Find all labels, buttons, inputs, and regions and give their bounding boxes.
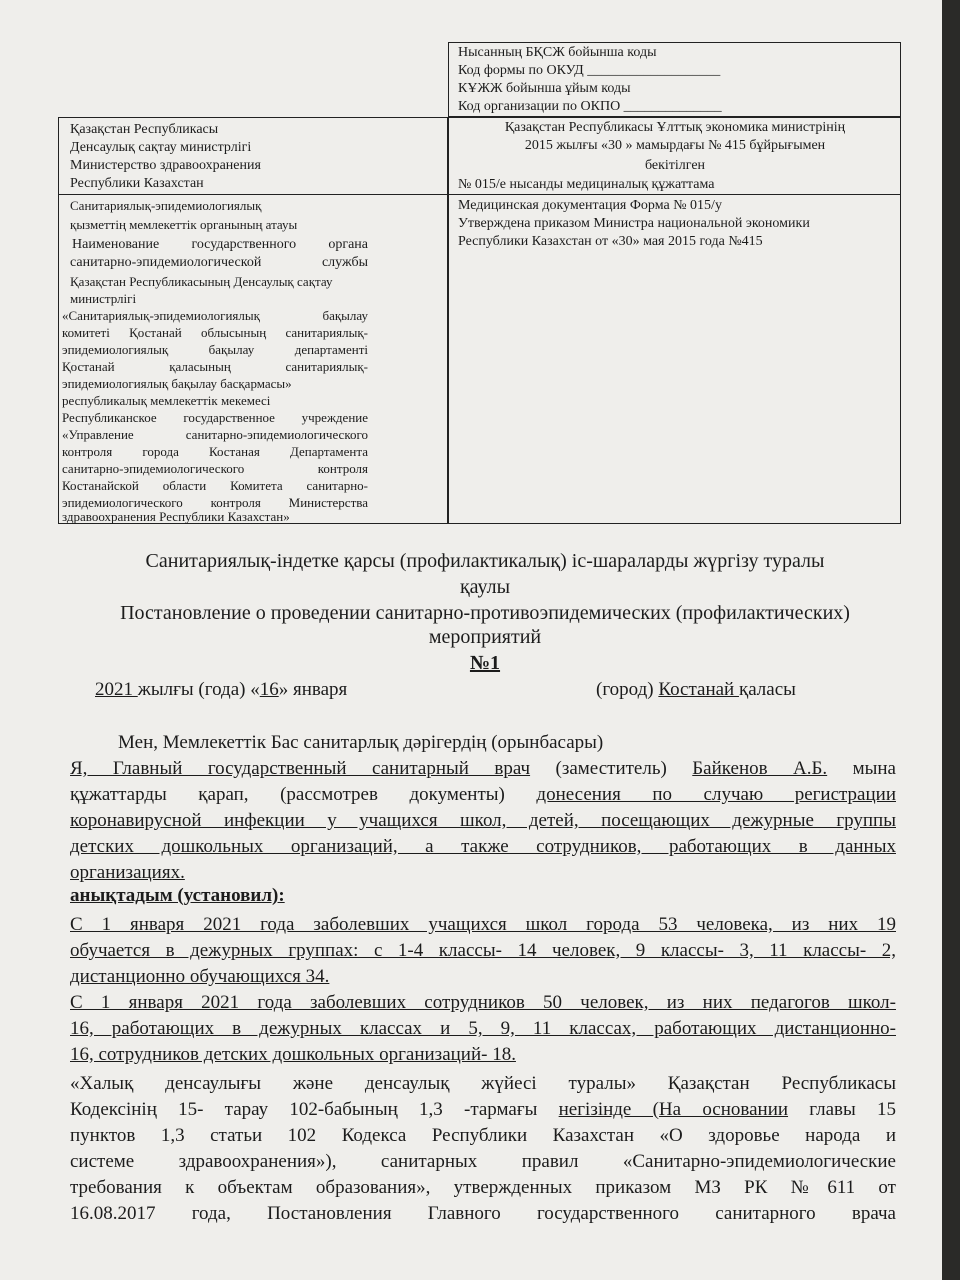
form-approval-line: Медицинская документация Форма № 015/у bbox=[458, 198, 722, 213]
intro-line: Мен, Мемлекеттік Бас санитарлық дәрігердің (орынбасары) bbox=[118, 732, 604, 753]
authority-line: здравоохранения Республики Казахстан» bbox=[62, 509, 290, 524]
basis-text: главы 15 bbox=[788, 1099, 896, 1120]
intro-line bbox=[70, 782, 896, 808]
intro-text: мына bbox=[827, 758, 896, 779]
ministry-line: Денсаулық сақтау министрлігі bbox=[70, 140, 252, 155]
form-code-line: Нысанның БҚСЖ бойынша коды bbox=[458, 45, 657, 60]
established-line: С 1 января 2021 года заболевших учащихся школ города 53 человека, из них 19 bbox=[70, 914, 896, 935]
established-line: С 1 января 2021 года заболевших сотрудников 50 человек, из них педагогов школ- bbox=[70, 992, 896, 1013]
basis-line: пунктов 1,3 статьи 102 Кодекса Республики Казахстан «О здоровье народа и bbox=[70, 1125, 896, 1146]
table-divider bbox=[58, 194, 901, 195]
ministry-line: Қазақстан Республикасы bbox=[70, 122, 219, 137]
title-ru-line: Постановление о проведении санитарно-противоэпидемических (профилактических) bbox=[120, 602, 850, 624]
established-line: дистанционно обучающихся 34. bbox=[70, 966, 330, 987]
intro-line: детских дошкольных организаций, а также сотрудников, работающих в данных bbox=[70, 836, 896, 857]
established-line: обучается в дежурных группах: с 1-4 классы- 14 человек, 9 классы- 3, 11 классы- 2, bbox=[70, 940, 896, 961]
approval-line: 2015 жылғы «30 » мамырдағы № 415 бұйрығымен bbox=[524, 138, 826, 153]
authority-line: эпидемиологического контроля Министерства bbox=[62, 495, 368, 510]
form-code-line: Код организации по ОКПО ______________ bbox=[458, 99, 722, 114]
form-approval-line: Республики Казахстан от «30» мая 2015 года №415 bbox=[458, 234, 763, 249]
date-text: жылғы (года) « bbox=[137, 679, 260, 700]
city-suffix: қаласы bbox=[738, 679, 796, 700]
authority-line: Қазақстан Республикасының Денсаулық сақтау bbox=[70, 274, 333, 289]
intro-text: донесения по случаю регистрации bbox=[536, 784, 896, 805]
intro-line bbox=[70, 756, 896, 782]
basis-line: 16.08.2017 года, Постановления Главного государственного санитарного врача bbox=[70, 1203, 896, 1224]
authority-line: эпидемиологиялық бақылау басқармасы» bbox=[62, 376, 292, 391]
decree-date bbox=[95, 678, 347, 702]
ministry-line: Министерство здравоохранения bbox=[70, 158, 261, 173]
intro-line: организациях. bbox=[70, 862, 185, 883]
established-line: 16, сотрудников детских дошкольных организаций- 18. bbox=[70, 1044, 516, 1065]
intro-text: (заместитель) bbox=[530, 758, 693, 779]
city-name: Костанай bbox=[658, 679, 739, 700]
basis-line bbox=[70, 1097, 896, 1123]
authority-line: министрлігі bbox=[70, 291, 137, 306]
authority-line: Наименование государственного органа bbox=[72, 237, 368, 252]
title-kz-line: қаулы bbox=[459, 576, 511, 598]
basis-text: негізінде (На основании bbox=[558, 1099, 789, 1120]
city-prefix: (город) bbox=[596, 679, 659, 700]
basis-line: требования к объектам образования», утвержденных приказом МЗ РК №611 от bbox=[70, 1177, 896, 1198]
ministry-line: Республики Казахстан bbox=[70, 176, 204, 191]
decree-city bbox=[596, 678, 796, 702]
authority-line: санитарно-эпидемиологического контроля bbox=[62, 461, 368, 476]
authority-line: Республиканское государственное учреждение bbox=[62, 410, 368, 425]
authority-line: республикалық мемлекеттік мекемесі bbox=[62, 393, 271, 408]
authority-line: «Санитариялық-эпидемиологиялық бақылау bbox=[62, 308, 368, 323]
official-title: Я, Главный государственный санитарный врач bbox=[70, 758, 531, 779]
form-code-line: Код формы по ОКУД ___________________ bbox=[458, 63, 721, 78]
date-day: 16 bbox=[259, 679, 279, 700]
decree-number: №1 bbox=[469, 652, 501, 674]
authority-line: Костанайской области Комитета санитарно- bbox=[62, 478, 368, 493]
authority-line: контроля города Костаная Департамента bbox=[62, 444, 368, 459]
approval-line: № 015/е нысанды медициналық құжаттама bbox=[458, 177, 715, 192]
intro-line: коронавирусной инфекции у учащихся школ, детей, посещающих дежурные группы bbox=[70, 810, 896, 831]
intro-text: құжаттарды қарап, (рассмотрев документы) bbox=[70, 784, 537, 805]
approval-line: Қазақстан Республикасы Ұлттық экономика министрінің bbox=[504, 120, 846, 135]
established-heading: анықтадым (установил): bbox=[70, 885, 285, 906]
authority-line: комитеті Қостанай облысының санитариялық- bbox=[62, 325, 368, 340]
form-code-line: КҰЖЖ бойынша ұйым коды bbox=[458, 81, 631, 96]
authority-line: эпидемиологиялық бақылау департаменті bbox=[62, 342, 368, 357]
date-text: » января bbox=[278, 679, 348, 700]
established-line: 16, работающих в дежурных классах и 5, 9, 11 классах, работающих дистанционно- bbox=[70, 1018, 896, 1039]
title-ru-line: мероприятий bbox=[428, 626, 542, 648]
official-name: Байкенов А.Б. bbox=[692, 758, 828, 779]
basis-line: «Халық денсаулығы және денсаулық жүйесі туралы» Қазақстан Республикасы bbox=[70, 1073, 896, 1094]
authority-line: қызметтің мемлекеттік органының атауы bbox=[70, 217, 298, 232]
authority-line: Қостанай қаласының санитариялық- bbox=[62, 359, 368, 374]
basis-text: Кодексінің 15- тарау 102-бабының 1,3 -тармағы bbox=[70, 1099, 559, 1120]
authority-line: санитарно-эпидемиологической службы bbox=[70, 255, 368, 270]
date-year: 2021 bbox=[95, 679, 138, 700]
form-approval-line: Утверждена приказом Министра национальной экономики bbox=[458, 216, 810, 231]
page-edge-shadow bbox=[942, 0, 960, 1280]
authority-line: «Управление санитарно-эпидемиологического bbox=[62, 427, 368, 442]
title-kz-line: Санитариялық-індетке қарсы (профилактикалық) іс-шараларды жүргізу туралы bbox=[145, 550, 825, 572]
basis-line: системе здравоохранения»), санитарных правил «Санитарно-эпидемиологические bbox=[70, 1151, 896, 1172]
approval-line: бекітілген bbox=[644, 158, 706, 173]
authority-line: Санитариялық-эпидемиологиялық bbox=[70, 198, 262, 213]
